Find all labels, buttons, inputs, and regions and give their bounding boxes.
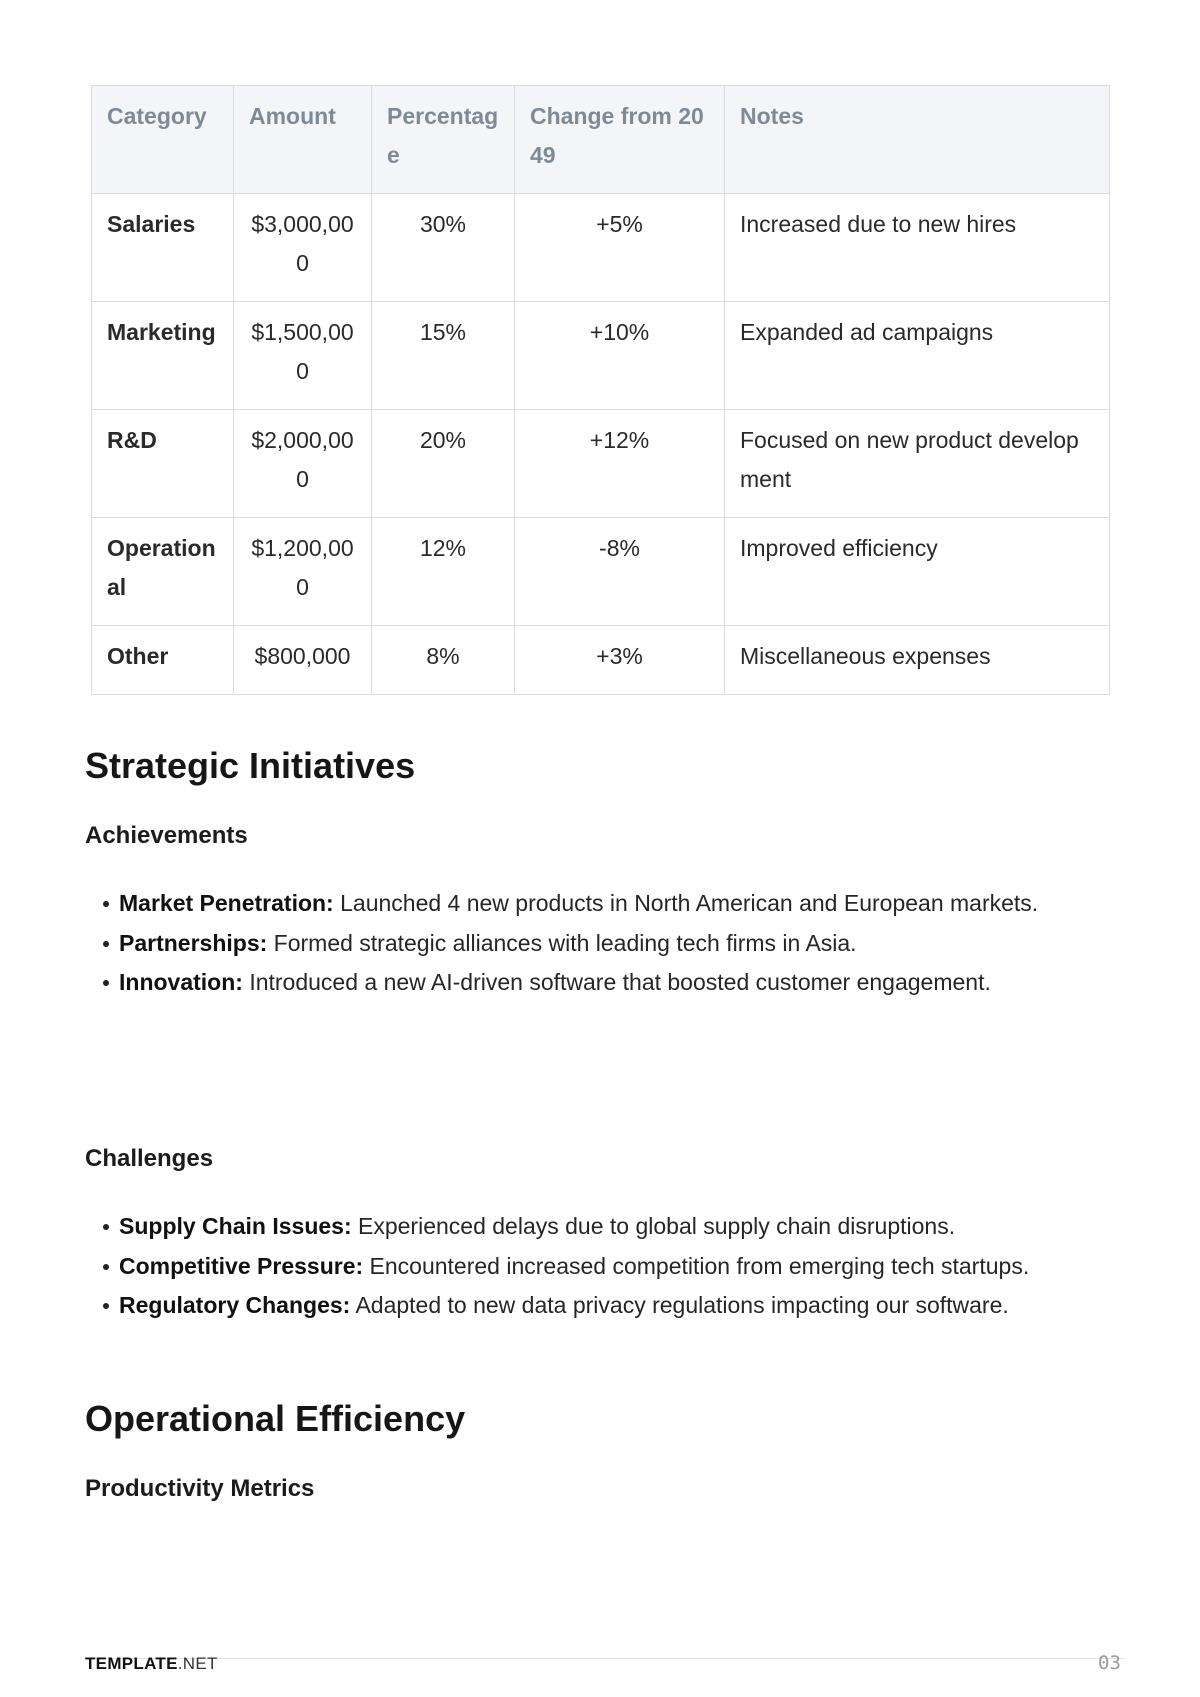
cell-percentage: 15%	[372, 302, 515, 410]
page-number: 03	[1098, 1652, 1121, 1674]
item-label: Regulatory Changes:	[119, 1292, 351, 1318]
cell-change: +3%	[515, 626, 725, 695]
list-item	[103, 1207, 1065, 1247]
table-row	[92, 302, 1110, 410]
cell-notes: Miscellaneous expenses	[725, 626, 1110, 695]
table-row	[92, 518, 1110, 626]
cell-percentage: 30%	[372, 194, 515, 302]
achievements-list	[103, 884, 1065, 1003]
cell-notes: Increased due to new hires	[725, 194, 1110, 302]
table-row	[92, 194, 1110, 302]
cell-amount: $1,200,000	[234, 518, 372, 626]
cell-percentage: 8%	[372, 626, 515, 695]
item-text: Adapted to new data privacy regulations impacting our software.	[350, 1292, 1009, 1318]
cell-category: Salaries	[92, 194, 234, 302]
cell-percentage: 20%	[372, 410, 515, 518]
cell-notes: Improved efficiency	[725, 518, 1110, 626]
footer-brand	[85, 1654, 218, 1674]
brand-name-bold: TEMPLATE	[85, 1654, 178, 1673]
item-label: Innovation:	[119, 969, 243, 995]
item-text: Encountered increased competition from emerging tech startups.	[363, 1252, 1030, 1279]
cell-change: +12%	[515, 410, 725, 518]
list-item	[103, 963, 1065, 1003]
section-heading-strategic-initiatives: Strategic Initiatives	[85, 745, 416, 786]
footer-divider	[85, 1658, 1125, 1659]
column-header-notes: Notes	[725, 86, 1110, 194]
table-row	[92, 410, 1110, 518]
subheading-achievements: Achievements	[85, 822, 248, 849]
cell-notes: Expanded ad campaigns	[725, 302, 1110, 410]
cell-amount: $800,000	[234, 626, 372, 695]
item-text: Launched 4 new products in North American and European markets.	[333, 890, 1039, 916]
cell-category: Operational	[92, 518, 234, 626]
subheading-challenges: Challenges	[85, 1145, 214, 1172]
table-row	[92, 626, 1110, 695]
brand-name-suffix: .NET	[177, 1654, 218, 1673]
column-header-change: Change from 2049	[515, 86, 725, 194]
cell-change: +5%	[515, 194, 725, 302]
list-item	[103, 1247, 1065, 1287]
column-header-percentage: Percentage	[372, 86, 515, 194]
subheading-productivity-metrics: Productivity Metrics	[85, 1475, 315, 1502]
budget-table	[91, 85, 1110, 695]
table-header-row	[92, 86, 1110, 194]
cell-category: R&D	[92, 410, 234, 518]
item-label: Supply Chain Issues:	[119, 1213, 352, 1239]
column-header-category: Category	[92, 86, 234, 194]
item-text: Experienced delays due to global supply chain disruptions.	[351, 1213, 956, 1239]
challenges-list	[103, 1207, 1065, 1326]
cell-amount: $1,500,000	[234, 302, 372, 410]
list-item	[103, 884, 1065, 924]
section-heading-operational-efficiency: Operational Efficiency	[85, 1398, 466, 1439]
cell-change: -8%	[515, 518, 725, 626]
list-item	[103, 1286, 1065, 1326]
cell-notes: Focused on new product development	[725, 410, 1110, 518]
item-label: Competitive Pressure:	[119, 1252, 364, 1279]
cell-amount: $3,000,000	[234, 194, 372, 302]
item-text: Introduced a new AI-driven software that boosted customer engagement.	[242, 969, 991, 995]
item-label: Partnerships:	[119, 929, 268, 956]
list-item	[103, 924, 1065, 964]
cell-amount: $2,000,000	[234, 410, 372, 518]
cell-change: +10%	[515, 302, 725, 410]
item-label: Market Penetration:	[119, 890, 334, 916]
column-header-amount: Amount	[234, 86, 372, 194]
cell-percentage: 12%	[372, 518, 515, 626]
item-text: Formed strategic alliances with leading tech firms in Asia.	[267, 929, 857, 956]
cell-category: Other	[92, 626, 234, 695]
cell-category: Marketing	[92, 302, 234, 410]
